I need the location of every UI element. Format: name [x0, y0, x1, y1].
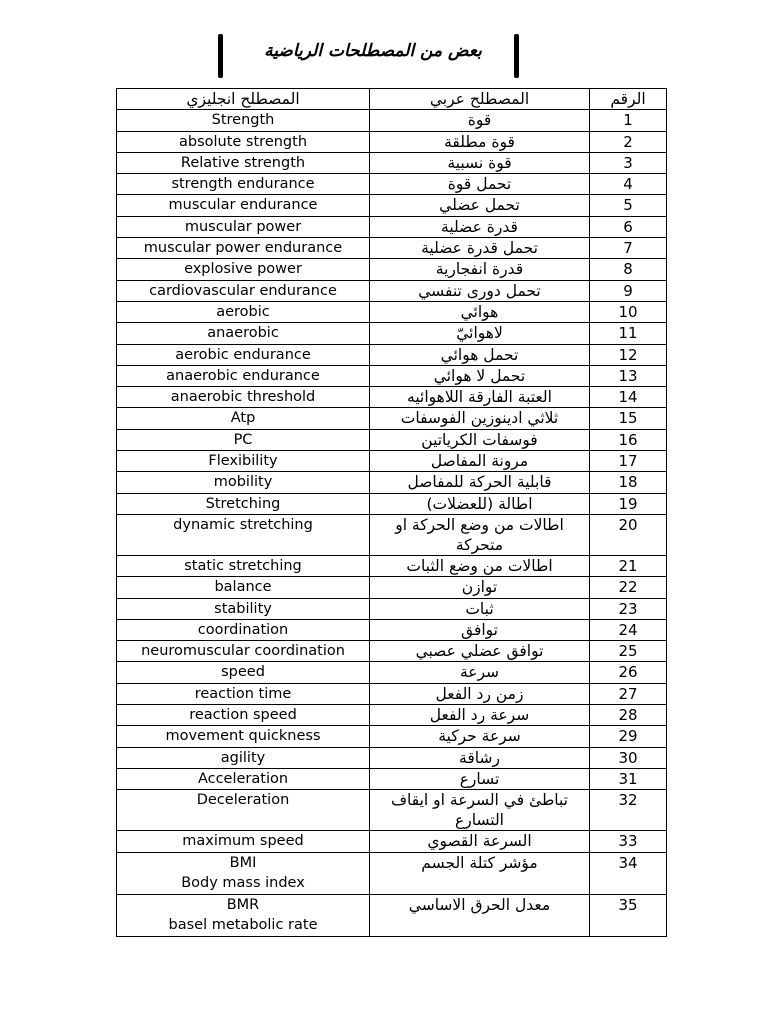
english-term: stability — [214, 600, 272, 617]
table-row — [117, 555, 667, 576]
english-term: explosive power — [184, 261, 302, 278]
table-header-row — [117, 89, 667, 110]
row-number: 28 — [590, 705, 667, 726]
row-number: 25 — [590, 641, 667, 662]
english-term: anaerobic endurance — [166, 367, 320, 384]
row-number: 3 — [590, 152, 667, 173]
arabic-term: تحمل قدرة عضلية — [370, 238, 590, 259]
english-term: Atp — [230, 410, 256, 427]
english-term-cell — [117, 493, 370, 514]
table-row — [117, 894, 667, 936]
table-row — [117, 195, 667, 216]
english-term: anaerobic threshold — [170, 389, 316, 406]
table-row — [117, 152, 667, 173]
row-number: 31 — [590, 768, 667, 789]
table-row — [117, 174, 667, 195]
english-term: maximum speed — [182, 833, 304, 850]
english-term-cell — [117, 216, 370, 237]
english-term: agility — [220, 749, 266, 766]
english-term-expanded: basel metabolic rate — [168, 916, 318, 933]
arabic-term: تحمل هوائي — [370, 344, 590, 365]
english-term-cell — [117, 365, 370, 386]
arabic-term: توازن — [370, 577, 590, 598]
arabic-term: زمن رد الفعل — [370, 683, 590, 704]
english-term: BMI — [229, 854, 257, 871]
english-term: muscular power endurance — [143, 240, 343, 257]
table-row — [117, 726, 667, 747]
row-number: 24 — [590, 619, 667, 640]
row-number: 17 — [590, 451, 667, 472]
arabic-term: ثبات — [370, 598, 590, 619]
english-term: muscular endurance — [168, 197, 318, 214]
english-term: reaction time — [194, 685, 292, 702]
row-number: 2 — [590, 131, 667, 152]
english-term: movement quickness — [165, 728, 321, 745]
english-term-cell — [117, 323, 370, 344]
english-term: Strength — [211, 112, 275, 129]
english-term-cell — [117, 301, 370, 322]
table-row — [117, 662, 667, 683]
english-term: aerobic — [216, 303, 270, 320]
row-number: 22 — [590, 577, 667, 598]
english-term-cell — [117, 451, 370, 472]
row-number: 13 — [590, 365, 667, 386]
arabic-term: فوسفات الكرياتين — [370, 429, 590, 450]
page-title: بعض من المصطلحات الرياضية — [264, 41, 482, 61]
english-term-cell — [117, 195, 370, 216]
english-term: balance — [214, 579, 272, 596]
table-row — [117, 259, 667, 280]
row-number: 35 — [590, 894, 667, 936]
table-row — [117, 280, 667, 301]
terms-table — [116, 88, 667, 937]
english-term-cell — [117, 577, 370, 598]
english-term-cell — [117, 894, 370, 936]
english-term-cell — [117, 110, 370, 131]
english-term-cell — [117, 852, 370, 894]
header-arabic-term: المصطلح عربي — [370, 89, 590, 110]
table-row — [117, 238, 667, 259]
english-term-cell — [117, 747, 370, 768]
table-row — [117, 301, 667, 322]
table-row — [117, 110, 667, 131]
english-term-cell — [117, 598, 370, 619]
table-row — [117, 472, 667, 493]
english-term-cell — [117, 662, 370, 683]
row-number: 18 — [590, 472, 667, 493]
row-number: 26 — [590, 662, 667, 683]
row-number: 30 — [590, 747, 667, 768]
english-term: Flexibility — [208, 453, 278, 470]
row-number: 12 — [590, 344, 667, 365]
title-block — [218, 34, 528, 78]
english-term: Stretching — [205, 495, 281, 512]
english-term: speed — [221, 664, 265, 681]
english-term-cell — [117, 555, 370, 576]
title-right-bar — [514, 34, 519, 78]
english-term-cell — [117, 641, 370, 662]
row-number: 7 — [590, 238, 667, 259]
english-term-cell — [117, 514, 370, 555]
english-term: BMR — [226, 896, 260, 913]
arabic-term: قوة نسبية — [370, 152, 590, 173]
table-row — [117, 344, 667, 365]
arabic-term: قدرة عضلية — [370, 216, 590, 237]
table-row — [117, 683, 667, 704]
table-row — [117, 429, 667, 450]
table-row — [117, 619, 667, 640]
arabic-term: تحمل قوة — [370, 174, 590, 195]
arabic-term: مرونة المفاصل — [370, 451, 590, 472]
english-term: Relative strength — [180, 154, 306, 171]
arabic-term: توافق — [370, 619, 590, 640]
arabic-term: لاهوائيّ — [370, 323, 590, 344]
english-term: anaerobic — [207, 325, 279, 342]
row-number: 33 — [590, 831, 667, 852]
english-term-cell — [117, 131, 370, 152]
english-term-cell — [117, 280, 370, 301]
arabic-term: رشاقة — [370, 747, 590, 768]
arabic-term: توافق عضلي عصبي — [370, 641, 590, 662]
table-row — [117, 408, 667, 429]
arabic-term: سرعة رد الفعل — [370, 705, 590, 726]
english-term-cell — [117, 831, 370, 852]
table-row — [117, 216, 667, 237]
english-term: coordination — [197, 621, 289, 638]
english-term-cell — [117, 408, 370, 429]
arabic-term: قوة مطلقة — [370, 131, 590, 152]
arabic-term: السرعة القصوي — [370, 831, 590, 852]
arabic-term: سرعة — [370, 662, 590, 683]
row-number: 1 — [590, 110, 667, 131]
header-english-term: المصطلح انجليزي — [117, 89, 370, 110]
english-term-cell — [117, 259, 370, 280]
arabic-term: سرعة حركية — [370, 726, 590, 747]
row-number: 6 — [590, 216, 667, 237]
row-number: 14 — [590, 387, 667, 408]
table-row — [117, 387, 667, 408]
english-term: dynamic stretching — [173, 516, 313, 533]
row-number: 19 — [590, 493, 667, 514]
arabic-term: هوائي — [370, 301, 590, 322]
table-row — [117, 768, 667, 789]
table-row — [117, 790, 667, 831]
english-term-cell — [117, 152, 370, 173]
arabic-term: اطالة (للعضلات) — [370, 493, 590, 514]
table-row — [117, 831, 667, 852]
arabic-term: تحمل عضلي — [370, 195, 590, 216]
arabic-term: قدرة انفجارية — [370, 259, 590, 280]
english-term: aerobic endurance — [175, 346, 311, 363]
row-number: 29 — [590, 726, 667, 747]
arabic-term: قوة — [370, 110, 590, 131]
english-term-expanded: Body mass index — [181, 874, 305, 891]
english-term: Deceleration — [196, 792, 290, 809]
table-row — [117, 705, 667, 726]
row-number: 5 — [590, 195, 667, 216]
arabic-term: تحمل لا هوائي — [370, 365, 590, 386]
table-row — [117, 598, 667, 619]
english-term-cell — [117, 705, 370, 726]
english-term: strength endurance — [171, 176, 315, 193]
english-term: cardiovascular endurance — [149, 282, 337, 299]
english-term: Acceleration — [197, 770, 289, 787]
arabic-term: ثلاثي ادينوزين الفوسفات — [370, 408, 590, 429]
english-term-cell — [117, 429, 370, 450]
arabic-term: اطالات من وضع الثبات — [370, 555, 590, 576]
row-number: 34 — [590, 852, 667, 894]
table-row — [117, 365, 667, 386]
english-term: reaction speed — [189, 707, 297, 724]
english-term: muscular power — [184, 218, 302, 235]
row-number: 21 — [590, 555, 667, 576]
table-row — [117, 451, 667, 472]
english-term-cell — [117, 790, 370, 831]
english-term-cell — [117, 619, 370, 640]
header-number: الرقم — [590, 89, 667, 110]
table-row — [117, 641, 667, 662]
arabic-term: اطالات من وضع الحركة او متحركة — [370, 514, 590, 555]
english-term-cell — [117, 387, 370, 408]
english-term-cell — [117, 174, 370, 195]
table-row — [117, 747, 667, 768]
row-number: 9 — [590, 280, 667, 301]
row-number: 16 — [590, 429, 667, 450]
arabic-term: تباطئ في السرعة او ايقاف التسارع — [370, 790, 590, 831]
row-number: 23 — [590, 598, 667, 619]
table-row — [117, 514, 667, 555]
english-term-cell — [117, 238, 370, 259]
arabic-term: معدل الحرق الاساسي — [370, 894, 590, 936]
english-term-cell — [117, 472, 370, 493]
row-number: 8 — [590, 259, 667, 280]
english-term: static stretching — [184, 557, 302, 574]
arabic-term: قابلية الحركة للمفاصل — [370, 472, 590, 493]
table-row — [117, 323, 667, 344]
table-row — [117, 493, 667, 514]
english-term-cell — [117, 768, 370, 789]
row-number: 10 — [590, 301, 667, 322]
row-number: 4 — [590, 174, 667, 195]
table-row — [117, 131, 667, 152]
table-row — [117, 577, 667, 598]
table-row — [117, 852, 667, 894]
english-term: mobility — [213, 474, 273, 491]
table-body — [117, 110, 667, 936]
arabic-term: تسارع — [370, 768, 590, 789]
english-term-cell — [117, 726, 370, 747]
english-term: neuromuscular coordination — [141, 643, 345, 660]
row-number: 27 — [590, 683, 667, 704]
row-number: 32 — [590, 790, 667, 831]
english-term: PC — [233, 431, 253, 448]
english-term: absolute strength — [178, 133, 308, 150]
english-term-cell — [117, 683, 370, 704]
row-number: 11 — [590, 323, 667, 344]
row-number: 15 — [590, 408, 667, 429]
arabic-term: تحمل دورى تنفسي — [370, 280, 590, 301]
arabic-term: مؤشر كتلة الجسم — [370, 852, 590, 894]
english-term-cell — [117, 344, 370, 365]
row-number: 20 — [590, 514, 667, 555]
arabic-term: العتبة الفارقة اللاهوائيه — [370, 387, 590, 408]
